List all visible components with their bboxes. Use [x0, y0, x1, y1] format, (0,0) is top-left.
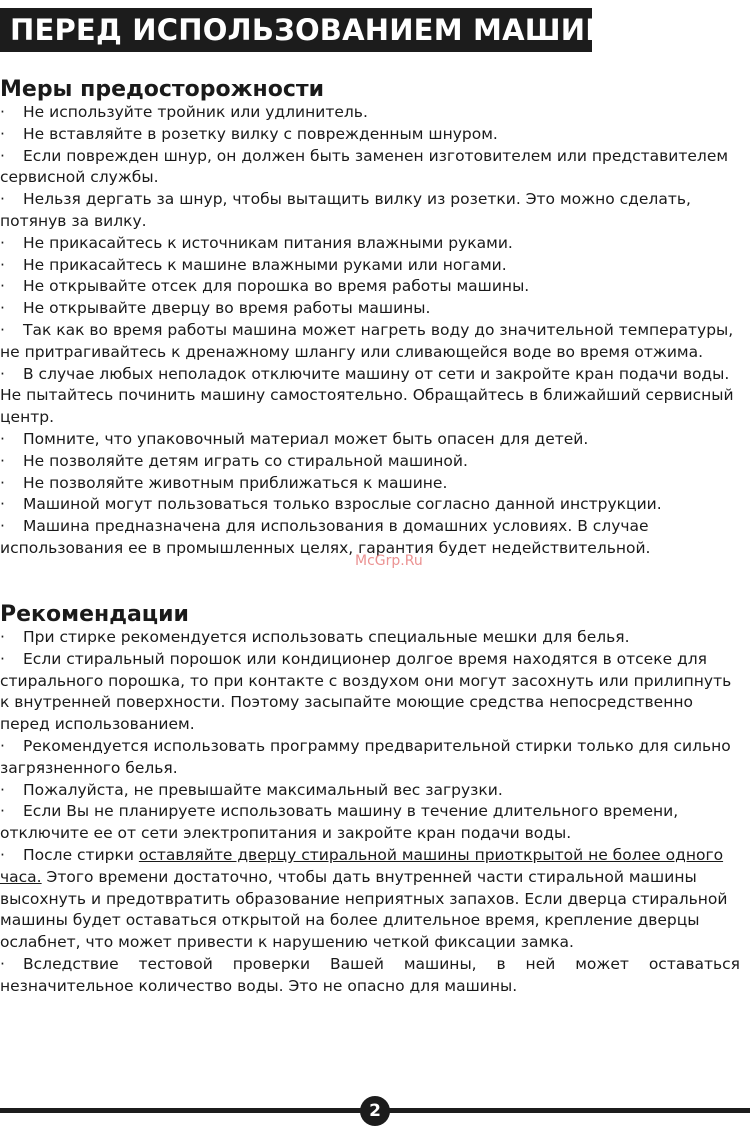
bullet-icon: ·: [0, 802, 5, 821]
list-item: · Не позволяйте детям играть со стиральной машиной.: [0, 451, 740, 473]
list-item: · Не используйте тройник или удлинитель.: [0, 102, 740, 124]
bullet-icon: ·: [0, 736, 5, 755]
bullet-icon: ·: [0, 780, 5, 799]
recommendations-list: [0, 627, 740, 998]
bullet-icon: ·: [0, 146, 5, 165]
page-number: 2: [360, 1096, 390, 1126]
list-item: · Не открывайте дверцу во время работы машины.: [0, 298, 740, 320]
bullet-icon: ·: [0, 364, 5, 383]
bullet-icon: ·: [0, 255, 5, 274]
list-item: · Не позволяйте животным приближаться к машине.: [0, 473, 740, 495]
recommendations-heading: Рекомендации: [0, 602, 189, 627]
list-item: · Не открывайте отсек для порошка во время работы машины.: [0, 276, 740, 298]
list-item: · Вследствие тестовой проверки Вашей машины, в ней может оставаться незначительное количество воды. Это не опасно для машины.: [0, 954, 740, 995]
bullet-icon: ·: [0, 628, 5, 646]
bullet-icon: ·: [0, 649, 5, 668]
list-item: · Не прикасайтесь к источникам питания влажными руками.: [0, 233, 740, 255]
bullet-icon: ·: [0, 124, 5, 143]
list-item: · Не вставляйте в розетку вилку с поврежденным шнуром.: [0, 124, 740, 146]
bullet-icon: ·: [0, 517, 5, 536]
list-item: · Так как во время работы машина может нагреть воду до значительной температуры, не притрагивайтесь к дренажному шлангу или сливающейся воде во время отжима.: [0, 320, 734, 361]
bullet-icon: ·: [0, 103, 5, 121]
bullet-icon: ·: [0, 233, 5, 252]
bullet-icon: ·: [0, 845, 5, 864]
list-item: · Если поврежден шнур, он должен быть заменен изготовителем или представителем сервисной службы.: [0, 146, 729, 187]
list-item: · Нельзя дергать за шнур, чтобы вытащить вилку из розетки. Это можно сделать, потянув за вилку.: [0, 190, 691, 230]
precautions-heading: Меры предосторожности: [0, 77, 325, 102]
bullet-icon: ·: [0, 299, 5, 318]
bullet-icon: ·: [0, 429, 5, 448]
list-item: · При стирке рекомендуется использовать специальные мешки для белья.: [0, 627, 740, 649]
list-item: · Если стиральный порошок или кондиционер долгое время находятся в отсеке для стирального порошка, то при контакте с воздухом они могут засохнуть или прилипнуть к внутренней поверхности. Поэтому засыпайте моющие средства непосредственно перед использованием.: [0, 649, 732, 734]
list-item: · Машиной могут пользоваться только взрослые согласно данной инструкции.: [0, 494, 740, 516]
bullet-icon: ·: [0, 954, 5, 973]
list-item: · Если Вы не планируете использовать машину в течение длительного времени, отключите ее от сети электропитания и закройте кран подачи воды.: [0, 802, 679, 843]
list-item: · Не прикасайтесь к машине влажными руками или ногами.: [0, 255, 740, 277]
list-item: · В случае любых неполадок отключите машину от сети и закройте кран подачи воды. Не пытайтесь починить машину самостоятельно. Обращайтесь в ближайший сервисный центр.: [0, 364, 734, 427]
underlined-advice: оставляйте дверцу стиральной машины приоткрытой не более одного часа.: [0, 845, 724, 886]
page-title: ПЕРЕД ИСПОЛЬЗОВАНИЕМ МАШИНЫ: [0, 8, 592, 52]
bullet-icon: ·: [0, 473, 5, 492]
precautions-list: [0, 102, 740, 560]
list-item-door-advice: · После стирки оставляйте дверцу стиральной машины приоткрытой не более одного часа. Этого времени достаточно, чтобы дать внутренней части стиральной машины высохнуть и предотвратить образование неприятных запахов. Если дверца стиральной машины будет оставаться открытой на более длительное время, крепление дверцы ослабнет, что может привести к нарушению четкой фиксации замка.: [0, 845, 728, 952]
list-item: · Помните, что упаковочный материал может быть опасен для детей.: [0, 429, 740, 451]
bullet-icon: ·: [0, 451, 5, 470]
bullet-icon: ·: [0, 190, 5, 209]
bullet-icon: ·: [0, 320, 5, 339]
watermark: McGrp.Ru: [355, 553, 423, 569]
bullet-icon: ·: [0, 495, 5, 514]
list-item: · Машина предназначена для использования в домашних условиях. В случае использования ее в промышленных целях, гарантия будет недействительной.: [0, 517, 651, 557]
list-item: · Рекомендуется использовать программу предварительной стирки только для сильно загрязненного белья.: [0, 736, 731, 777]
list-item: · Пожалуйста, не превышайте максимальный вес загрузки.: [0, 780, 740, 802]
bullet-icon: ·: [0, 277, 5, 296]
